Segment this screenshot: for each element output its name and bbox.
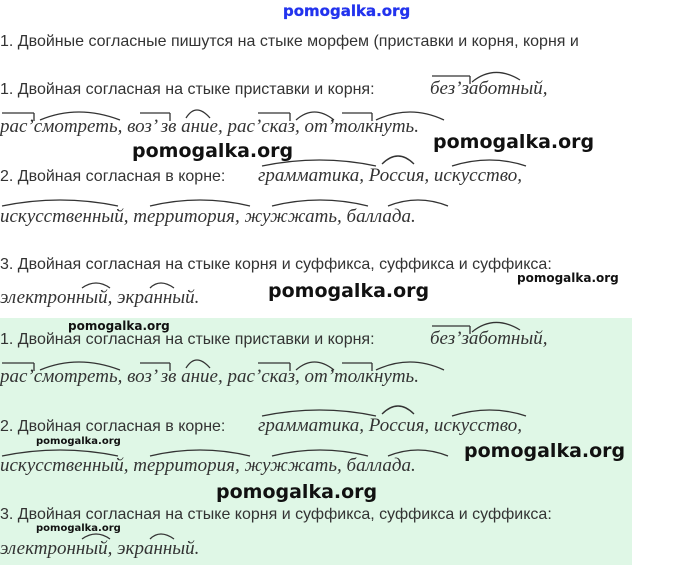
answer-rule-2-examples-b: искусственный, территория, жужжать, баллада. [0, 455, 416, 476]
watermark-small: pomogalka.org [36, 523, 121, 534]
answer-rule-2-examples-a: грамматика, Россия, искусство, [258, 415, 523, 436]
answer-rule-1-examples-b: рас’смотреть, воз’ зв ание, рас’сказ, от’толкнуть. [0, 366, 419, 387]
rule-1-examples-a: без’заботный, [430, 78, 548, 99]
watermark-small: pomogalka.org [68, 319, 170, 333]
rule-1-text: 1. Двойная согласная на стыке приставки и корня: [0, 81, 375, 98]
rule-3-examples: электронный, экранный. [0, 287, 200, 308]
site-header-watermark[interactable]: pomogalka.org [283, 2, 411, 20]
answer-rule-3-text: 3. Двойная согласная на стыке корня и суффикса, суффикса и суффикса: [0, 506, 552, 523]
watermark: pomogalka.org [268, 280, 430, 302]
rule-3-text: 3. Двойная согласная на стыке корня и суффикса, суффикса и суффикса: [0, 256, 552, 273]
watermark-small: pomogalka.org [517, 271, 619, 285]
answer-rule-3-examples: электронный, экранный. [0, 538, 200, 559]
answer-rule-1-text: 1. Двойная согласная на стыке приставки и корня: [0, 331, 375, 348]
rule-1-examples-b: рас’смотреть, воз’ зв ание, рас’сказ, от’толкнуть. [0, 116, 419, 137]
watermark: pomogalka.org [433, 131, 595, 153]
rule-2-examples-a: грамматика, Россия, искусство, [258, 165, 523, 186]
watermark: pomogalka.org [132, 140, 294, 162]
rule-2-examples-b: искусственный, территория, жужжать, баллада. [0, 206, 416, 227]
watermark: pomogalka.org [216, 481, 378, 503]
watermark: pomogalka.org [464, 440, 626, 462]
answer-rule-2-text: 2. Двойная согласная в корне: [0, 418, 226, 435]
intro-text: 1. Двойные согласные пишутся на стыке морфем (приставки и корня, корня и [0, 33, 579, 50]
watermark-small: pomogalka.org [36, 436, 121, 447]
answer-rule-1-examples-a: без’заботный, [430, 328, 548, 349]
rule-2-text: 2. Двойная согласная в корне: [0, 168, 226, 185]
